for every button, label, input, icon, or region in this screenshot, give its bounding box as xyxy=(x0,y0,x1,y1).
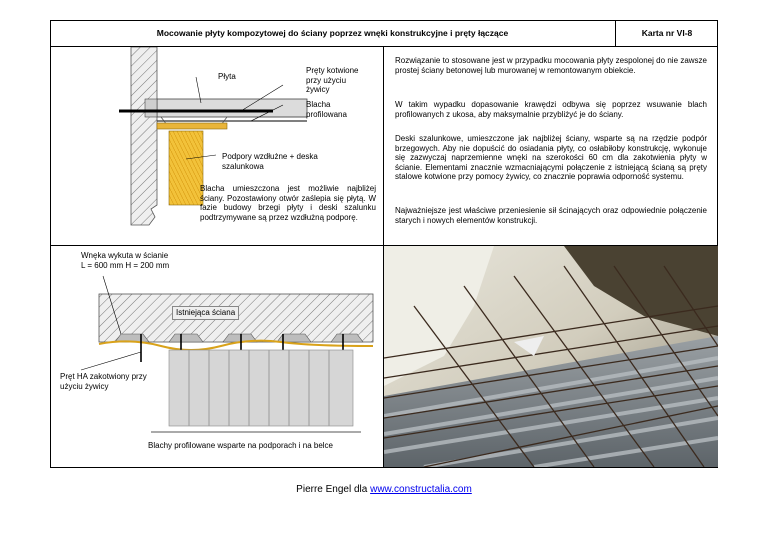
paragraph-2: W takim wypadku dopasowanie krawędzi odbywa się poprzez wsuwanie blach profilowanych z ukosa, aby maksymalnie przybliżyć je do ściany. xyxy=(395,100,707,119)
label-prety: Pręty kotwione przy użyciu żywicy xyxy=(306,66,359,95)
paragraph-4: Najważniejsze jest właściwe przeniesienie sił ścinających oraz odpowiednie połączenie starych i nowych elementów konstrukcji. xyxy=(395,206,707,225)
label-plyta: Płyta xyxy=(218,72,236,81)
footer-prefix: Pierre Engel dla xyxy=(296,484,371,495)
label-podpory: Podpory wzdłużne + deska szalunkowa xyxy=(222,152,318,171)
construction-photo-icon xyxy=(384,246,718,467)
paragraph-1: Rozwiązanie to stosowane jest w przypadku mocowania płyty zespolonej do nie zawsze prostej ściany betonowej lub murowanej w remontowanym obiekcie. xyxy=(395,56,707,75)
plan-drawing xyxy=(51,246,383,467)
paragraph-3: Deski szalunkowe, umieszczone jak najbliżej ściany, wsparte są na rzędzie podpór brzegowych. Aby nie dopuścić do osiadania płyty, co osłabiłoby konstrukcję, wykonuje się zazwyczaj naprzemienne wnęki na szerokości 60 cm dla zakotwienia płyty w ścianie. Elementami znacznie wzmacniającymi połączenie z istniejącą ścianą są pręty stalowe kotwione przy pomocy żywicy, co znacznie poprawia odporność systemu. xyxy=(395,134,707,182)
footer xyxy=(0,484,768,495)
label-wneka-2: L = 600 mm H = 200 mm xyxy=(81,261,170,270)
drawing-caption: Blacha umieszczona jest możliwie najbliżej ściany. Pozostawiony otwór zaślepia się płytą. W fazie budowy brzegi płyty i deski szalunku podtrzymywane są przez wzdłużną podporę. xyxy=(200,184,376,222)
label-wneka-1: Wnęka wykuta w ścianie xyxy=(81,251,169,260)
label-pret: Pręt HA zakotwiony przy użyciu żywicy xyxy=(60,372,147,391)
page-title: Mocowanie płyty kompozytowej do ściany poprzez wnęki konstrukcyjne i pręty łączące xyxy=(50,20,616,46)
label-blacha: Blacha profilowana xyxy=(306,100,347,119)
label-sciana: Istniejąca ściana xyxy=(172,306,239,320)
footer-link[interactable]: www.constructalia.com xyxy=(370,484,472,495)
card-number: Karta nr VI-8 xyxy=(641,28,693,38)
label-blachy: Blachy profilowane wsparte na podporach i na belce xyxy=(148,441,334,450)
